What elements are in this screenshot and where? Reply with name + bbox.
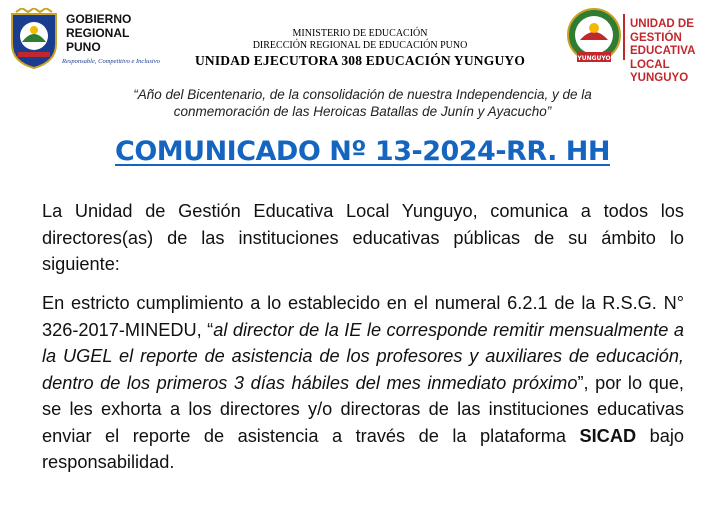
paragraph-main-end: bajo responsabilidad. [42,425,684,472]
divider-bar [623,14,625,60]
paragraph-main-intro: En estricto cumplimiento a lo establecido en el numeral 6.2.1 de la R.S.G. N° 326-2017-MINEDU, “ [42,293,684,340]
institution-heading [160,28,560,70]
unidad-ejecutora-line: UNIDAD EJECUTORA 308 EDUCACIÓN YUNGUYO [194,53,526,68]
letterhead [0,0,725,84]
ugel-yunguyo-logo [565,6,623,68]
ugel-logo-banner-text: YUNGUYO [577,55,611,62]
gobierno-tagline: Responsable, Competitivo e Inclusivo [62,58,160,65]
communique-title: COMUNICADO Nº 13-2024-RR. HH [115,136,610,167]
paragraph-main-middle: ”, por lo que, se les exhorta a los directores y/o directoras de las instituciones educativas enviar el reporte de asistencia a través de la plataforma [42,372,684,446]
gobierno-regional-name: GOBIERNO REGIONAL PUNO [66,12,132,54]
gobierno-regional-puno-logo [8,8,60,70]
year-motto: “Año del Bicentenario, de la consolidación de nuestra Independencia, y de la conmemoración de las Heroicas Batallas de Junín y Ayacucho” [133,87,592,119]
regulation-quote: al director de la IE le corresponde remitir mensualmente a la UGEL el reporte de asistencia de los profesores y auxiliares de educación, dentro de los primeros 3 días hábiles del mes inmediato próximo [42,319,684,393]
paragraph-intro: La Unidad de Gestión Educativa Local Yunguyo, comunica a todos los directores(as) de las instituciones educativas públicas de su ámbito lo siguiente: [42,201,684,274]
paragraph-main [42,290,684,476]
ugel-name: UNIDAD DE GESTIÓN EDUCATIVA LOCAL YUNGUYO [630,18,695,84]
ministerio-line: MINISTERIO DE EDUCACIÓN [292,28,428,39]
direccion-line: DIRECCIÓN REGIONAL DE EDUCACIÓN PUNO [252,40,468,51]
platform-name: SICAD [579,425,637,446]
